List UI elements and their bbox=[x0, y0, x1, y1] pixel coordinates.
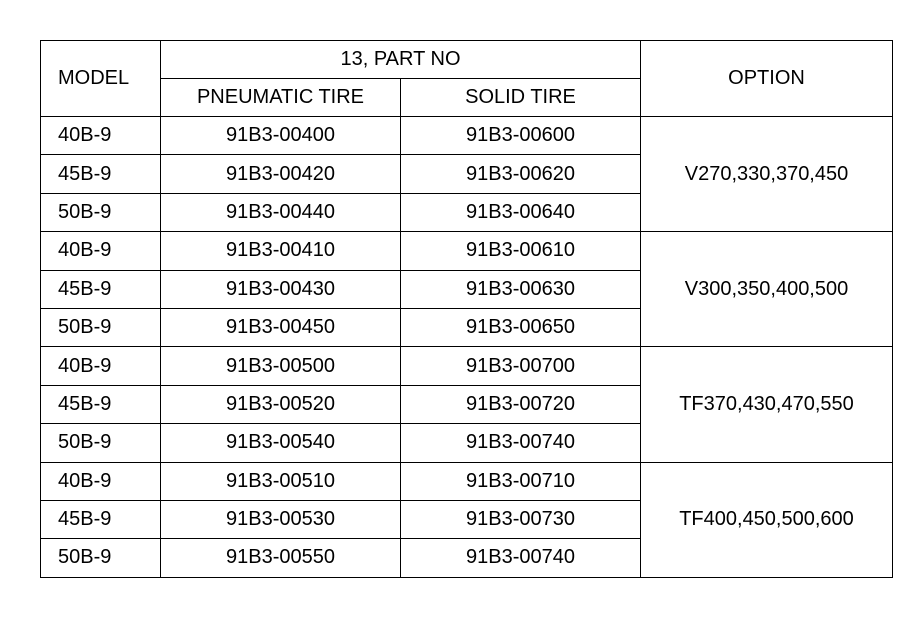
part-number-table bbox=[40, 40, 893, 578]
solid-part-cell: 91B3-00720 bbox=[401, 385, 641, 423]
model-cell: 40B-9 bbox=[41, 232, 161, 270]
model-cell: 40B-9 bbox=[41, 462, 161, 500]
solid-part-cell: 91B3-00610 bbox=[401, 232, 641, 270]
option-cell: TF400,450,500,600 bbox=[641, 462, 893, 577]
solid-part-cell: 91B3-00600 bbox=[401, 117, 641, 155]
solid-part-cell: 91B3-00740 bbox=[401, 424, 641, 462]
table-row bbox=[41, 232, 893, 270]
option-cell: TF370,430,470,550 bbox=[641, 347, 893, 462]
table-row bbox=[41, 347, 893, 385]
model-cell: 45B-9 bbox=[41, 270, 161, 308]
part-no-header: 13, PART NO bbox=[161, 41, 641, 79]
pneumatic-part-cell: 91B3-00450 bbox=[161, 308, 401, 346]
pneumatic-part-cell: 91B3-00530 bbox=[161, 500, 401, 538]
pneumatic-tire-header: PNEUMATIC TIRE bbox=[161, 79, 401, 117]
pneumatic-part-cell: 91B3-00540 bbox=[161, 424, 401, 462]
solid-part-cell: 91B3-00700 bbox=[401, 347, 641, 385]
header-row-1 bbox=[41, 41, 893, 79]
pneumatic-part-cell: 91B3-00520 bbox=[161, 385, 401, 423]
model-cell: 45B-9 bbox=[41, 155, 161, 193]
option-cell: V300,350,400,500 bbox=[641, 232, 893, 347]
solid-part-cell: 91B3-00710 bbox=[401, 462, 641, 500]
pneumatic-part-cell: 91B3-00420 bbox=[161, 155, 401, 193]
model-cell: 45B-9 bbox=[41, 500, 161, 538]
solid-part-cell: 91B3-00650 bbox=[401, 308, 641, 346]
table-row bbox=[41, 117, 893, 155]
model-cell: 50B-9 bbox=[41, 308, 161, 346]
pneumatic-part-cell: 91B3-00440 bbox=[161, 193, 401, 231]
solid-part-cell: 91B3-00620 bbox=[401, 155, 641, 193]
model-cell: 40B-9 bbox=[41, 347, 161, 385]
solid-part-cell: 91B3-00630 bbox=[401, 270, 641, 308]
solid-part-cell: 91B3-00730 bbox=[401, 500, 641, 538]
model-cell: 50B-9 bbox=[41, 193, 161, 231]
solid-part-cell: 91B3-00740 bbox=[401, 539, 641, 577]
model-cell: 50B-9 bbox=[41, 424, 161, 462]
pneumatic-part-cell: 91B3-00510 bbox=[161, 462, 401, 500]
pneumatic-part-cell: 91B3-00430 bbox=[161, 270, 401, 308]
option-header: OPTION bbox=[641, 41, 893, 117]
pneumatic-part-cell: 91B3-00410 bbox=[161, 232, 401, 270]
pneumatic-part-cell: 91B3-00400 bbox=[161, 117, 401, 155]
model-cell: 45B-9 bbox=[41, 385, 161, 423]
pneumatic-part-cell: 91B3-00500 bbox=[161, 347, 401, 385]
solid-part-cell: 91B3-00640 bbox=[401, 193, 641, 231]
pneumatic-part-cell: 91B3-00550 bbox=[161, 539, 401, 577]
model-cell: 50B-9 bbox=[41, 539, 161, 577]
option-cell: V270,330,370,450 bbox=[641, 117, 893, 232]
solid-tire-header: SOLID TIRE bbox=[401, 79, 641, 117]
table-row bbox=[41, 462, 893, 500]
model-cell: 40B-9 bbox=[41, 117, 161, 155]
model-header: MODEL bbox=[41, 41, 161, 117]
